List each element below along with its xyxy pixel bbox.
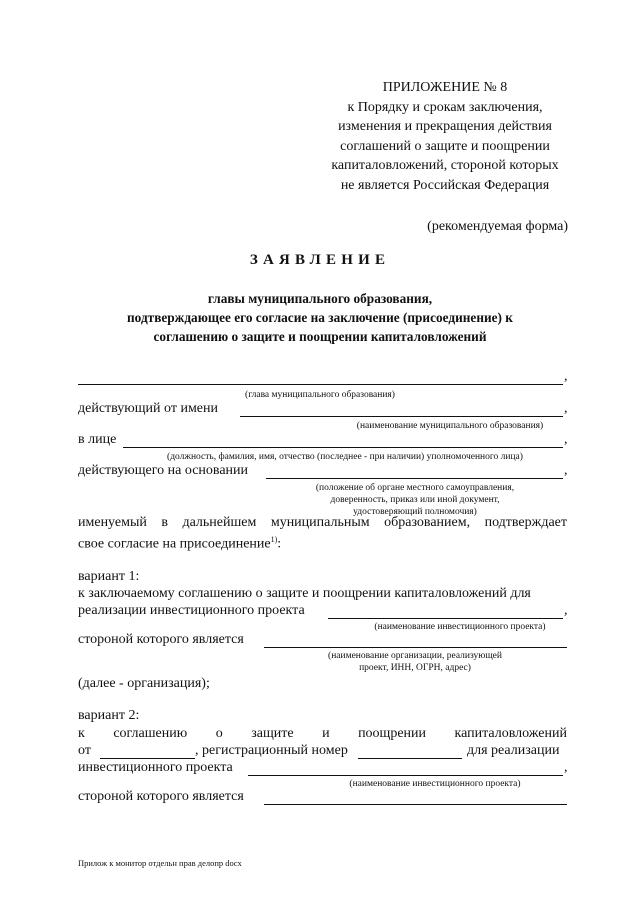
head-hint: (глава муниципального образования)	[245, 390, 395, 400]
word: муниципальным	[270, 515, 370, 530]
basis-label: действующего на основании	[78, 463, 249, 478]
file-footer: Прилож к монитор отдельн прав делопр docx	[78, 858, 242, 868]
comma: ,	[564, 603, 568, 618]
municipality-name-field[interactable]	[240, 416, 563, 417]
variant2-reg-number-field[interactable]	[358, 758, 462, 759]
appendix-line: к Порядку и срокам заключения,	[347, 99, 543, 115]
acting-label: действующий от имени	[78, 401, 218, 416]
word: именуемый	[78, 515, 147, 530]
word: поощрении	[358, 726, 427, 741]
variant1-party-hint	[300, 650, 530, 674]
variant2-project-label: инвестиционного проекта	[78, 760, 233, 775]
comma: ,	[564, 369, 568, 384]
basis-hint-line: (положение об органе местного самоуправления,	[315, 483, 515, 493]
statement-line-2	[78, 535, 281, 553]
comma: ,	[564, 401, 568, 416]
word: соглашению	[113, 726, 188, 741]
variant2-for-label: для реализации	[467, 743, 560, 758]
variant2-party-label: стороной которого является	[78, 789, 244, 804]
variant1-label: вариант 1:	[78, 569, 140, 584]
basis-hint	[290, 482, 540, 518]
party-hint-line: проект, ИНН, ОГРН, адрес)	[359, 663, 471, 673]
statement-text: свое согласие на присоединение	[78, 536, 271, 552]
variant1-org-note: (далее - организация);	[78, 676, 210, 691]
subtitle-line: подтверждающее его согласие на заключение (присоединение) к	[127, 310, 513, 325]
basis-field[interactable]	[266, 478, 563, 479]
person-label: в лице	[78, 432, 117, 447]
recommended-form-note: (рекомендуемая форма)	[427, 219, 568, 234]
word: в	[161, 515, 168, 530]
basis-hint-line: удостоверяющий полномочия)	[353, 507, 477, 517]
colon: :	[277, 536, 282, 552]
variant1-project-field[interactable]	[328, 618, 563, 619]
appendix-line: капиталовложений, стороной которых	[331, 158, 559, 173]
variant2-reg-label: , регистрационный номер	[195, 743, 348, 758]
appendix-line: изменения и прекращения действия	[338, 119, 552, 134]
word: о	[215, 726, 223, 741]
variant1-line1: к заключаемому соглашению о защите и поощрении капиталовложений для	[78, 586, 531, 601]
comma: ,	[564, 463, 568, 478]
variant2-label: вариант 2:	[78, 708, 140, 723]
party-hint-line: (наименование организации, реализующей	[328, 651, 502, 661]
variant2-project-field[interactable]	[248, 775, 563, 776]
word: образованием,	[384, 515, 471, 530]
word: защите	[251, 726, 294, 741]
document-subtitle	[70, 289, 570, 346]
comma: ,	[564, 760, 568, 775]
word: капиталовложений	[454, 726, 567, 741]
variant2-project-hint: (наименование инвестиционного проекта)	[349, 779, 521, 789]
person-field[interactable]	[123, 447, 563, 448]
appendix-line: не является Российская Федерация	[340, 177, 550, 193]
variant2-party-field[interactable]	[264, 804, 567, 805]
person-hint: (должность, фамилия, имя, отчество (последнее - при наличии) уполномоченного лица)	[167, 452, 523, 462]
appendix-header	[280, 78, 610, 195]
variant1-party-field[interactable]	[264, 647, 567, 648]
variant2-date-field[interactable]	[100, 758, 195, 759]
statement-line-1	[78, 515, 567, 531]
acting-hint: (наименование муниципального образования)	[356, 421, 544, 431]
word: к	[78, 726, 85, 741]
appendix-number: ПРИЛОЖЕНИЕ № 8	[382, 80, 508, 95]
head-name-field[interactable]	[78, 384, 563, 385]
basis-hint-line: доверенность, приказ или иной документ,	[330, 495, 500, 505]
variant2-from-label: от	[78, 743, 91, 758]
word: и	[322, 726, 330, 741]
comma: ,	[564, 432, 568, 447]
appendix-line: соглашений о защите и поощрении	[340, 138, 550, 154]
footnote-mark: 1)	[270, 535, 278, 544]
word: подтверждает	[484, 515, 567, 530]
variant2-line1	[78, 726, 567, 742]
subtitle-line: соглашению о защите и поощрении капиталовложений	[153, 329, 487, 344]
word: дальнейшем	[182, 515, 257, 530]
variant1-project-label: реализации инвестиционного проекта	[78, 603, 305, 618]
variant1-project-hint: (наименование инвестиционного проекта)	[374, 622, 546, 632]
document-title: ЗАЯВЛЕНИЕ	[249, 252, 391, 268]
variant1-party-label: стороной которого является	[78, 632, 244, 647]
subtitle-line: главы муниципального образования,	[207, 291, 433, 306]
